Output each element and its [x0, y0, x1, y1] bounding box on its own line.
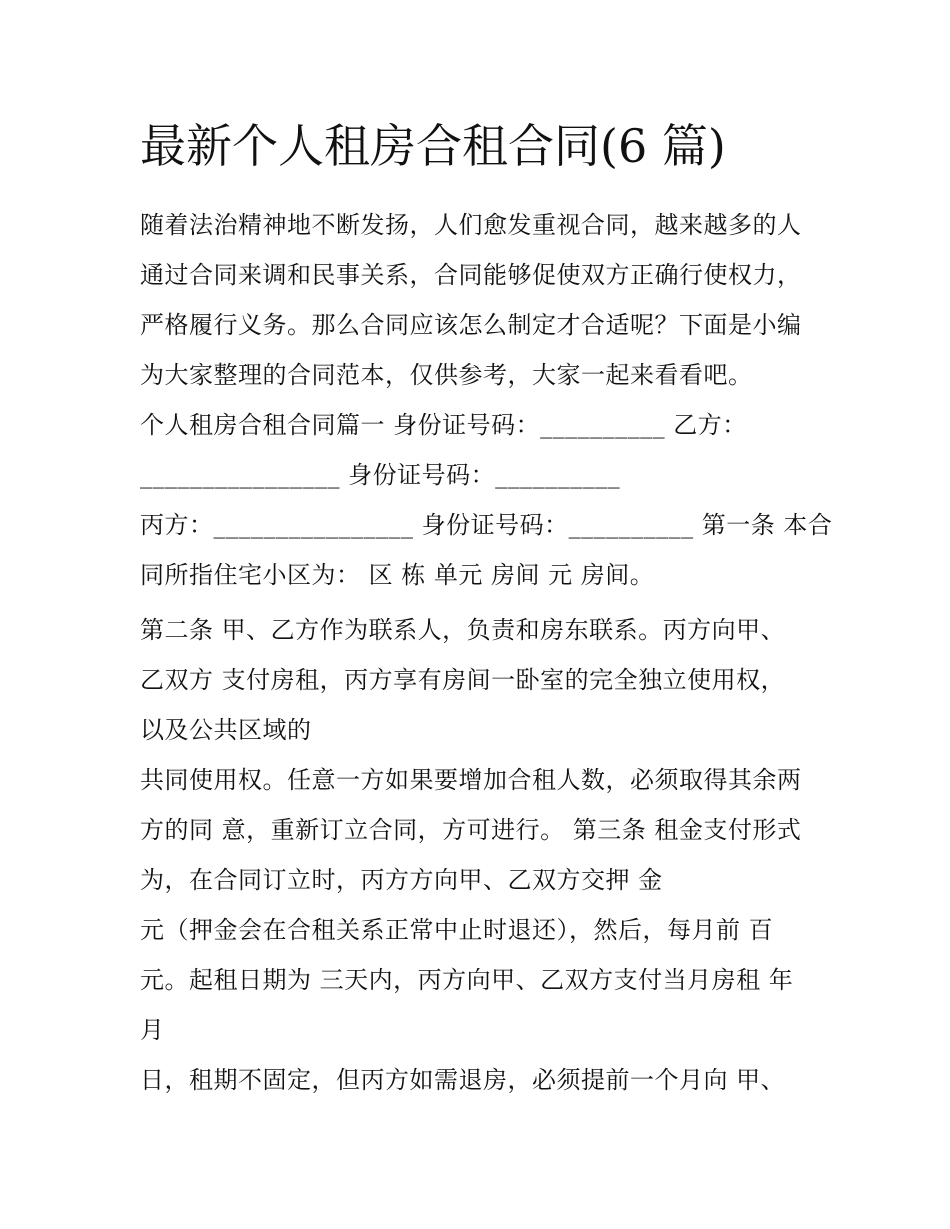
- body-line: 元（押金会在合租关系正常中止时退还），然后，每月前 百: [140, 916, 774, 944]
- body-line: 第二条 甲、乙方作为联系人，负责和房东联系。丙方向甲、: [140, 616, 786, 644]
- body-line: 同所指住宅小区为： 区 栋 单元 房间 元 房间。: [140, 561, 655, 589]
- body-line: 日，租期不固定，但丙方如需退房，必须提前一个月向 甲、: [140, 1066, 786, 1094]
- body-line: 共同使用权。任意一方如果要增加合租人数，必须取得其余两: [140, 766, 802, 794]
- body-line: ________________ 身份证号码：__________: [140, 461, 621, 489]
- document-title: 最新个人租房合租合同(6 篇): [140, 119, 726, 173]
- body-line: 元。起租日期为 三天内，丙方向甲、乙双方支付当月房租 年: [140, 966, 794, 994]
- body-line: 乙双方 支付房租，丙方享有房间一卧室的完全独立使用权，: [140, 666, 786, 694]
- body-line: 方的同 意，重新订立合同，方可进行。 第三条 租金支付形式: [140, 816, 802, 844]
- body-line: 以及公共区域的: [140, 716, 312, 744]
- body-line: 个人租房合租合同篇一 身份证号码：__________ 乙方：: [140, 411, 747, 439]
- body-line: 通过合同来调和民事关系，合同能够促使双方正确行使权力，: [140, 261, 802, 289]
- body-line: 为，在合同订立时，丙方方向甲、乙双方交押 金: [140, 866, 663, 894]
- body-line: 为大家整理的合同范本，仅供参考，大家一起来看看吧。: [140, 361, 753, 389]
- body-line: 随着法治精神地不断发扬，人们愈发重视合同，越来越多的人: [140, 211, 802, 239]
- body-line: 月: [140, 1016, 165, 1044]
- body-line: 严格履行义务。那么合同应该怎么制定才合适呢？下面是小编: [140, 311, 802, 339]
- body-line: 丙方：________________ 身份证号码：__________ 第一条 本合: [140, 511, 833, 539]
